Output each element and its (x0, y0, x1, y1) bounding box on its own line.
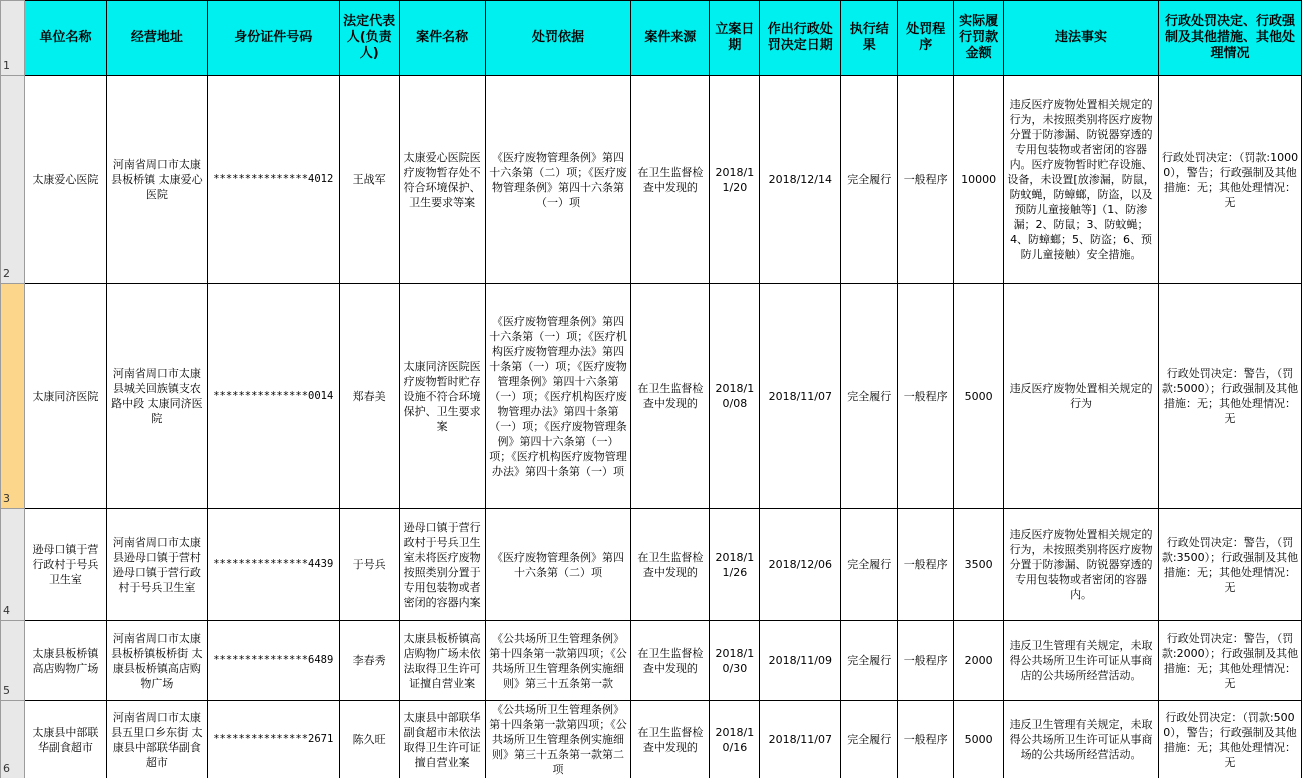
cell-decision[interactable]: 行政处罚决定：警告，（罚款:2000）；行政强制及其他措施：无；其他处理情况：无 (1159, 621, 1302, 701)
cell-address[interactable]: 河南省周口市太康县城关回族镇支农路中段 太康同济医院 (106, 284, 207, 509)
cell-procedure[interactable]: 一般程序 (898, 701, 954, 779)
cell-filed[interactable]: 2018/10/16 (710, 701, 760, 779)
cell-facts[interactable]: 违反医疗废物处置相关规定的行为，未按照类别将医疗废物分置于防渗漏、防锐器穿透的专用包装物或者密闭的容器内。 (1004, 509, 1159, 621)
row-number[interactable]: 5 (1, 621, 25, 701)
row-number[interactable]: 6 (1, 701, 25, 779)
header-result[interactable]: 执行结果 (841, 1, 898, 76)
cell-case[interactable]: 太康爱心医院医疗废物暂存处不符合环境保护、卫生要求等案 (399, 76, 485, 284)
header-id[interactable]: 身份证件号码 (207, 1, 339, 76)
cell-basis[interactable]: 《医疗废物管理条例》第四十六条第（一）项；《医疗机构医疗废物管理办法》第四十条第（一）项；《医疗废物管理条例》第四十六条第（一）项；《医疗机构医疗废物管理办法》第四十条第（一）项；《医疗废物管理条例》第四十六条第（一）项；《医疗机构医疗废物管理办法》第四十条第（一）项 (485, 284, 631, 509)
cell-basis[interactable]: 《医疗废物管理条例》第四十六条第（二）项；《医疗废物管理条例》第四十六条第（一）项 (485, 76, 631, 284)
cell-unit[interactable]: 太康同济医院 (24, 284, 106, 509)
next-row-strip (0, 778, 1302, 783)
cell-id[interactable]: ***************2671 (207, 701, 339, 779)
header-row (1, 1, 1302, 76)
cell-basis[interactable]: 《公共场所卫生管理条例》第十四条第一款第四项；《公共场所卫生管理条例实施细则》第三十五条第一款第二项 (485, 701, 631, 779)
cell-unit[interactable]: 太康县中部联华副食超市 (24, 701, 106, 779)
header-decided[interactable]: 作出行政处罚决定日期 (760, 1, 841, 76)
cell-basis[interactable]: 《医疗废物管理条例》第四十六条第（二）项 (485, 509, 631, 621)
header-source[interactable]: 案件来源 (631, 1, 710, 76)
row-number[interactable]: 1 (1, 1, 25, 76)
cell-address[interactable]: 河南省周口市太康县逊母口镇于营村 逊母口镇于营行政村于号兵卫生室 (106, 509, 207, 621)
cell-rep[interactable]: 王战军 (339, 76, 399, 284)
cell-decided[interactable]: 2018/12/06 (760, 509, 841, 621)
cell-source[interactable]: 在卫生监督检查中发现的 (631, 621, 710, 701)
cell-case[interactable]: 太康同济医院医疗废物暂时贮存设施不符合环境保护、卫生要求案 (399, 284, 485, 509)
table-row (1, 509, 1302, 621)
cell-decided[interactable]: 2018/11/09 (760, 621, 841, 701)
header-address[interactable]: 经营地址 (106, 1, 207, 76)
cell-address[interactable]: 河南省周口市太康县板桥镇板桥街 太康县板桥镇高店购物广场 (106, 621, 207, 701)
header-procedure[interactable]: 处罚程序 (898, 1, 954, 76)
cell-unit[interactable]: 太康爱心医院 (24, 76, 106, 284)
cell-id[interactable]: ***************4012 (207, 76, 339, 284)
header-basis[interactable]: 处罚依据 (485, 1, 631, 76)
cell-facts[interactable]: 违反医疗废物处置相关规定的行为，未按照类别将医疗废物分置于防渗漏、防锐器穿透的专用包装物或者密闭的容器内。医疗废物暂时贮存设施、设备，未设置[放渗漏，防鼠，防蚊蝇，防蟑螂，防盗，以及预防儿童接触等]（1、防渗漏；2、防鼠；3、防蚊蝇；4、防蟑螂；5、防盗；6、预防儿童接触）安全措施。 (1004, 76, 1159, 284)
cell-filed[interactable]: 2018/10/08 (710, 284, 760, 509)
cell-rep[interactable]: 陈久旺 (339, 701, 399, 779)
cell-amount[interactable]: 2000 (954, 621, 1004, 701)
cell-procedure[interactable]: 一般程序 (898, 76, 954, 284)
cell-unit[interactable]: 太康县板桥镇高店购物广场 (24, 621, 106, 701)
row-number[interactable]: 4 (1, 509, 25, 621)
cell-amount[interactable]: 10000 (954, 76, 1004, 284)
header-filed[interactable]: 立案日期 (710, 1, 760, 76)
cell-source[interactable]: 在卫生监督检查中发现的 (631, 284, 710, 509)
cell-facts[interactable]: 违反卫生管理有关规定，未取得公共场所卫生许可证从事商场的公共场所经营活动。 (1004, 701, 1159, 779)
cell-amount[interactable]: 5000 (954, 701, 1004, 779)
cell-result[interactable]: 完全履行 (841, 284, 898, 509)
cell-result[interactable]: 完全履行 (841, 701, 898, 779)
cell-decided[interactable]: 2018/11/07 (760, 284, 841, 509)
cell-result[interactable]: 完全履行 (841, 621, 898, 701)
cell-procedure[interactable]: 一般程序 (898, 621, 954, 701)
cell-case[interactable]: 太康县板桥镇高店购物广场未依法取得卫生许可证擅自营业案 (399, 621, 485, 701)
cell-decision[interactable]: 行政处罚决定：（罚款:10000），警告；行政强制及其他措施：无；其他处理情况：无 (1159, 76, 1302, 284)
row-number[interactable]: 3 (1, 284, 25, 509)
cell-amount[interactable]: 5000 (954, 284, 1004, 509)
cell-result[interactable]: 完全履行 (841, 509, 898, 621)
cell-rep[interactable]: 于号兵 (339, 509, 399, 621)
cell-result[interactable]: 完全履行 (841, 76, 898, 284)
table-row (1, 76, 1302, 284)
cell-filed[interactable]: 2018/10/30 (710, 621, 760, 701)
cell-rep[interactable]: 李春秀 (339, 621, 399, 701)
header-case[interactable]: 案件名称 (399, 1, 485, 76)
cell-procedure[interactable]: 一般程序 (898, 284, 954, 509)
cell-unit[interactable]: 逊母口镇于营行政村于号兵卫生室 (24, 509, 106, 621)
table-row (1, 284, 1302, 509)
cell-decision[interactable]: 行政处罚决定：警告，（罚款:5000）；行政强制及其他措施：无；其他处理情况：无 (1159, 284, 1302, 509)
cell-facts[interactable]: 违反医疗废物处置相关规定的行为 (1004, 284, 1159, 509)
cell-id[interactable]: ***************4439 (207, 509, 339, 621)
cell-address[interactable]: 河南省周口市太康县五里口乡东街 太康县中部联华副食超市 (106, 701, 207, 779)
row-number[interactable]: 2 (1, 76, 25, 284)
cell-basis[interactable]: 《公共场所卫生管理条例》第十四条第一款第四项；《公共场所卫生管理条例实施细则》第三十五条第一款 (485, 621, 631, 701)
header-amount[interactable]: 实际履行罚款金额 (954, 1, 1004, 76)
cell-address[interactable]: 河南省周口市太康县板桥镇 太康爱心医院 (106, 76, 207, 284)
cell-source[interactable]: 在卫生监督检查中发现的 (631, 509, 710, 621)
cell-decided[interactable]: 2018/11/07 (760, 701, 841, 779)
header-rep[interactable]: 法定代表人(负责人) (339, 1, 399, 76)
cell-filed[interactable]: 2018/11/20 (710, 76, 760, 284)
cell-source[interactable]: 在卫生监督检查中发现的 (631, 76, 710, 284)
table-row (1, 701, 1302, 779)
cell-amount[interactable]: 3500 (954, 509, 1004, 621)
cell-source[interactable]: 在卫生监督检查中发现的 (631, 701, 710, 779)
cell-case[interactable]: 太康县中部联华副食超市未依法取得卫生许可证擅自营业案 (399, 701, 485, 779)
header-decision[interactable]: 行政处罚决定、行政强制及其他措施、其他处理情况 (1159, 1, 1302, 76)
header-unit[interactable]: 单位名称 (24, 1, 106, 76)
cell-rep[interactable]: 郑春美 (339, 284, 399, 509)
cell-case[interactable]: 逊母口镇于营行政村于号兵卫生室未将医疗废物按照类别分置于专用包装物或者密闭的容器内案 (399, 509, 485, 621)
cell-filed[interactable]: 2018/11/26 (710, 509, 760, 621)
cell-procedure[interactable]: 一般程序 (898, 509, 954, 621)
cell-decision[interactable]: 行政处罚决定：（罚款:5000），警告；行政强制及其他措施：无；其他处理情况：无 (1159, 701, 1302, 779)
cell-id[interactable]: ***************0014 (207, 284, 339, 509)
cell-facts[interactable]: 违反卫生管理有关规定，未取得公共场所卫生许可证从事商店的公共场所经营活动。 (1004, 621, 1159, 701)
table-row (1, 621, 1302, 701)
cell-decided[interactable]: 2018/12/14 (760, 76, 841, 284)
header-facts[interactable]: 违法事实 (1004, 1, 1159, 76)
cell-decision[interactable]: 行政处罚决定：警告，（罚款:3500）；行政强制及其他措施：无；其他处理情况：无 (1159, 509, 1302, 621)
cell-id[interactable]: ***************6489 (207, 621, 339, 701)
